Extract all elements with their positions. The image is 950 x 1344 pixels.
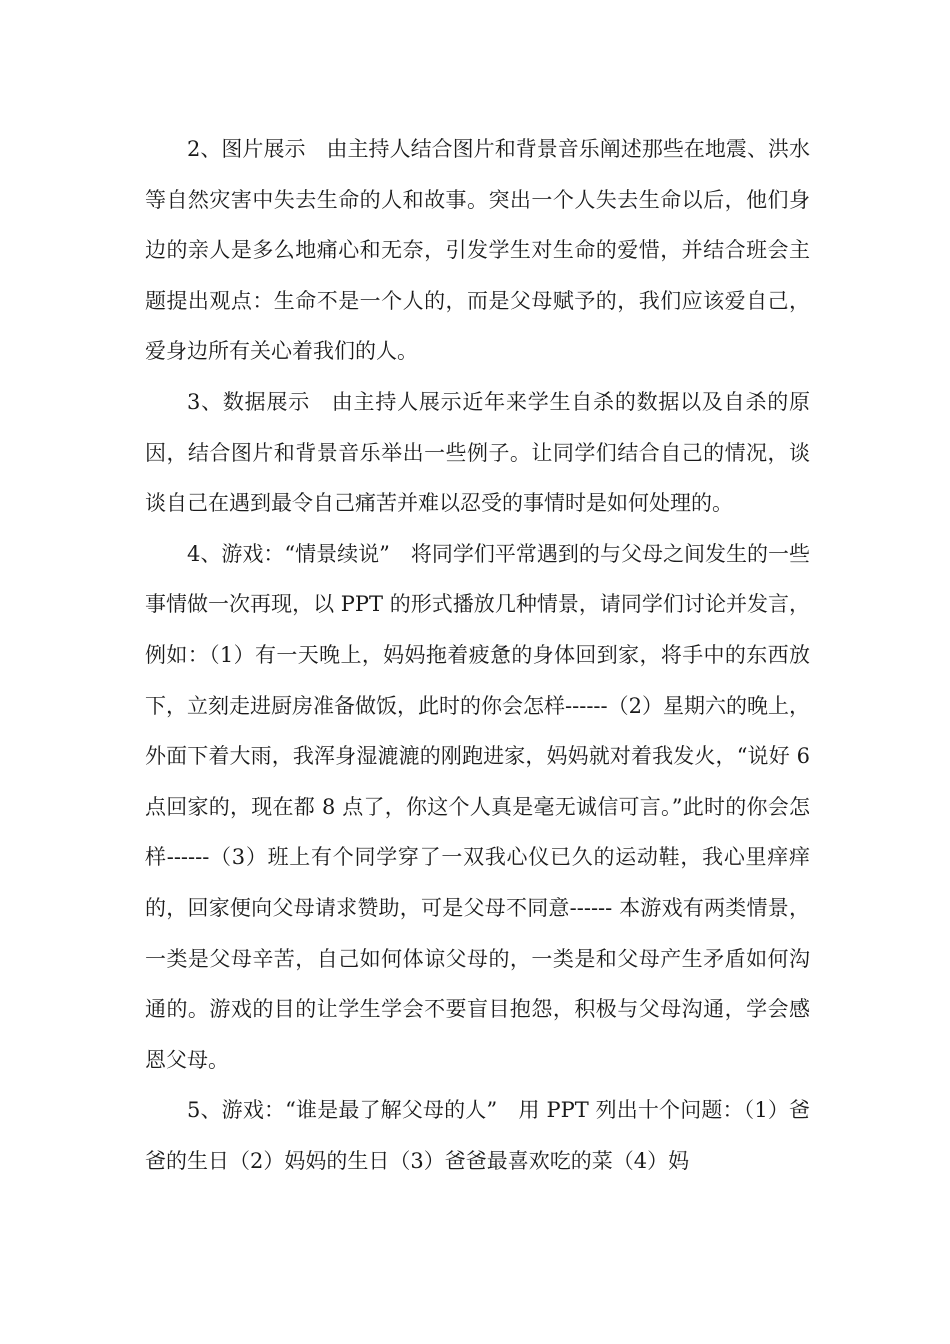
paragraph-know-parents-game: 5、游戏：“谁是最了解父母的人” 用 PPT 列出十个问题：（1）爸爸的生日（2）妈妈的生日（3）爸爸最喜欢吃的菜（4）妈 (145, 1098, 810, 1173)
paragraph-scenario-game: 4、游戏：“情景续说” 将同学们平常遇到的与父母之间发生的一些事情做一次再现，以 PPT 的形式播放几种情景，请同学们讨论并发言，例如：（1）有一天晚上，妈妈拖着疲惫的身体回到家，将手中的东西放下，立刻走进厨房准备做饭，此时的你会怎样------（2）星期六的晚上，外面下着大雨，我浑身湿漉漉的刚跑进家，妈妈就对着我发火，“说好 6 点回家的，现在都 8 点了，你这个人真是毫无诚信可言。”此时的你会怎样------（3）班上有个同学穿了一双我心仪已久的运动鞋，我心里痒痒的，回家便向父母请求赞助，可是父母不同意------ 本游戏有两类情景，一类是父母辛苦，自己如何体谅父母的，一类是和父母产生矛盾如何沟通的。游戏的目的让学生学会不要盲目抱怨，积极与父母沟通，学会感恩父母。 (145, 541, 810, 1072)
paragraph-picture-display: 2、图片展示 由主持人结合图片和背景音乐阐述那些在地震、洪水等自然灾害中失去生命的人和故事。突出一个人失去生命以后，他们身边的亲人是多么地痛心和无奈，引发学生对生命的爱惜，并结合班会主题提出观点：生命不是一个人的，而是父母赋予的，我们应该爱自己，爱身边所有关心着我们的人。 (145, 137, 810, 364)
paragraph-data-display: 3、数据展示 由主持人展示近年来学生自杀的数据以及自杀的原因，结合图片和背景音乐举出一些例子。让同学们结合自己的情况，谈谈自己在遇到最令自己痛苦并难以忍受的事情时是如何处理的。 (145, 389, 810, 516)
document-body (145, 124, 810, 1186)
